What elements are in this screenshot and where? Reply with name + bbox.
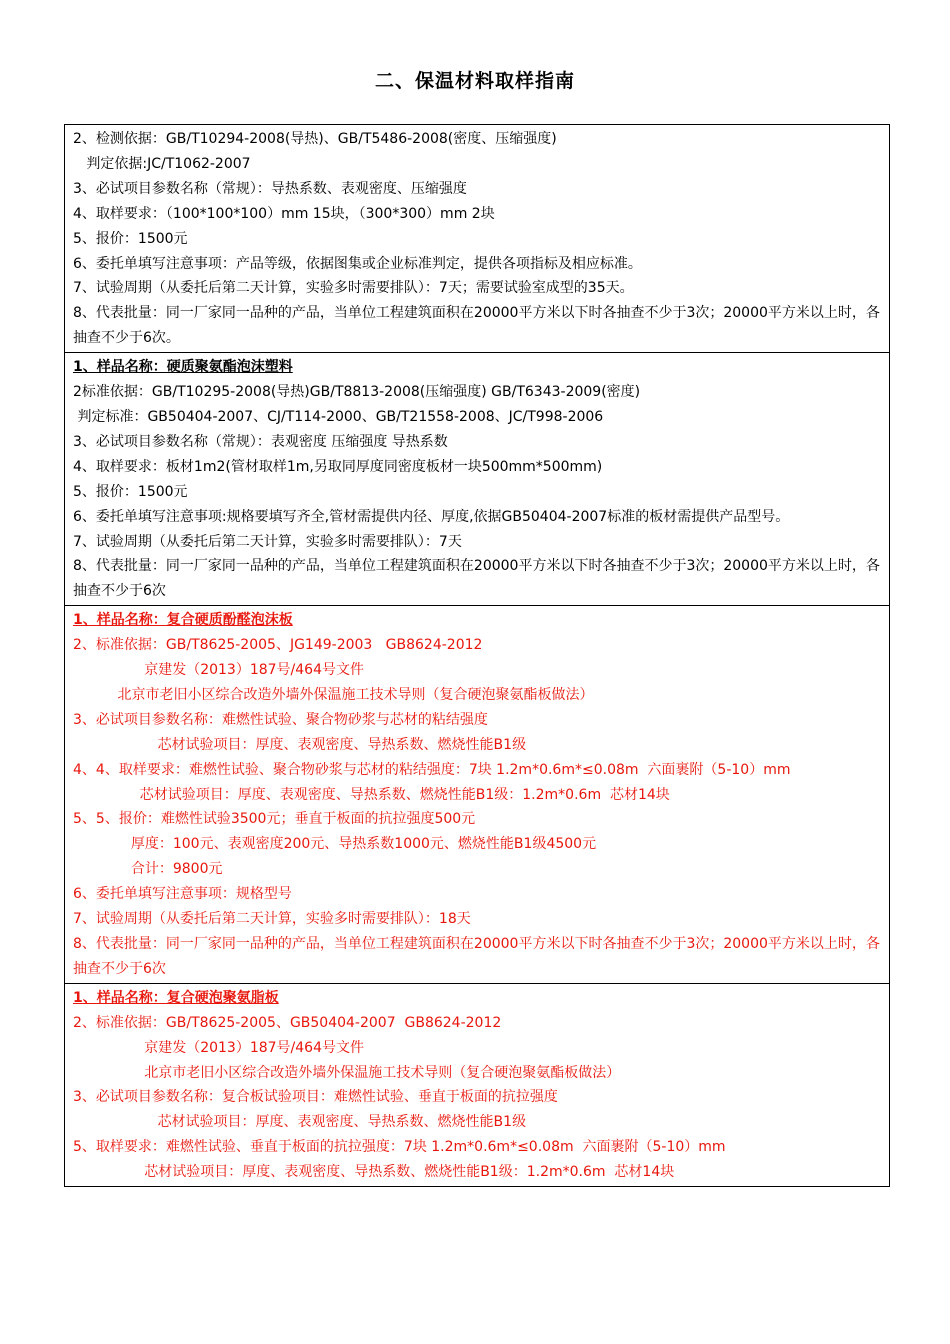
section-line: 3、必试项目参数名称（常规）：导热系数、表观密度、压缩强度	[73, 180, 467, 197]
section-line: 北京市老旧小区综合改造外墙外保温施工技术导则（复合硬泡聚氨酯板做法）	[73, 686, 594, 703]
section-line: 7、试验周期（从委托后第二天计算，实验多时需要排队）：7天	[73, 533, 462, 550]
section-line: 3、必试项目参数名称：难燃性试验、聚合物砂浆与芯材的粘结强度	[73, 711, 488, 728]
section-line: 5、取样要求：难燃性试验、垂直于板面的抗拉强度：7块 1.2m*0.6m*≤0.08m 六面裹附（5-10）mm	[73, 1139, 726, 1156]
section-line: 北京市老旧小区综合改造外墙外保温施工技术导则（复合硬泡聚氨酯板做法）	[73, 1064, 621, 1081]
section-line: 7、试验周期（从委托后第二天计算，实验多时需要排队）：7天；需要试验室成型的35天。	[73, 280, 634, 297]
section-line: 7、试验周期（从委托后第二天计算，实验多时需要排队）：18天	[73, 911, 471, 928]
section-phenolic-foam-board	[65, 606, 890, 984]
section-line: 6、委托单填写注意事项:规格要填写齐全,管材需提供内径、厚度,依据GB50404-2007标准的板材需提供产品型号。	[73, 508, 790, 525]
section-line: 厚度：100元、表观密度200元、导热系数1000元、燃烧性能B1级4500元	[73, 836, 597, 853]
sampling-guide-table	[64, 124, 890, 1187]
section-line: 芯材试验项目：厚度、表观密度、导热系数、燃烧性能B1级：1.2m*0.6m 芯材14块	[73, 786, 670, 803]
section-line: 5、报价：1500元	[73, 483, 188, 500]
section-line: 8、代表批量：同一厂家同一品种的产品，当单位工程建筑面积在20000平方米以下时各抽查不少于3次；20000平方米以上时，各抽查不少于6次	[73, 558, 880, 600]
section-line: 京建发（2013）187号/464号文件	[73, 662, 364, 679]
section-general-insulation	[65, 125, 890, 353]
section-line: 3、必试项目参数名称：复合板试验项目：难燃性试验、垂直于板面的抗拉强度	[73, 1089, 558, 1106]
section-line: 5、报价：1500元	[73, 230, 188, 247]
section-line: 芯材试验项目：厚度、表观密度、导热系数、燃烧性能B1级	[73, 736, 527, 753]
section-line: 2标准依据：GB/T10295-2008(导热)GB/T8813-2008(压缩强度) GB/T6343-2009(密度)	[73, 384, 641, 401]
section-line: 京建发（2013）187号/464号文件	[73, 1039, 364, 1056]
section-line: 6、委托单填写注意事项：规格型号	[73, 886, 292, 903]
section-line: 判定标准：GB50404-2007、CJ/T114-2000、GB/T21558-2008、JC/T998-2006	[73, 408, 604, 425]
section-line: 8、代表批量：同一厂家同一品种的产品，当单位工程建筑面积在20000平方米以下时各抽查不少于3次；20000平方米以上时，各抽查不少于6次。	[73, 305, 880, 347]
section-line: 4、取样要求：（100*100*100）mm 15块，（300*300）mm 2块	[73, 205, 495, 222]
section-line: 芯材试验项目：厚度、表观密度、导热系数、燃烧性能B1级	[73, 1114, 527, 1131]
section-heading: 1、样品名称：硬质聚氨酯泡沫塑料	[73, 359, 293, 376]
section-line: 2、标准依据：GB/T8625-2005、GB50404-2007 GB8624-2012	[73, 1014, 502, 1031]
section-line: 4、取样要求：板材1m2(管材取样1m,另取同厚度同密度板材一块500mm*500mm)	[73, 458, 603, 475]
section-rigid-pu-foam	[65, 353, 890, 606]
section-line: 8、代表批量：同一厂家同一品种的产品，当单位工程建筑面积在20000平方米以下时各抽查不少于3次；20000平方米以上时，各抽查不少于6次	[73, 936, 880, 977]
section-line: 判定依据:JC/T1062-2007	[73, 155, 251, 172]
section-line: 2、标准依据：GB/T8625-2005、JG149-2003 GB8624-2012	[73, 637, 483, 654]
page-title: 二、保温材料取样指南	[374, 70, 575, 92]
table-row	[65, 606, 890, 984]
section-heading: 1、样品名称：复合硬泡聚氨脂板	[73, 989, 279, 1006]
section-line: 3、必试项目参数名称（常规）：表观密度 压缩强度 导热系数	[73, 433, 448, 450]
section-heading: 1、样品名称：复合硬质酚醛泡沫板	[73, 612, 293, 629]
section-line: 5、5、报价：难燃性试验3500元；垂直于板面的抗拉强度500元	[73, 811, 476, 828]
section-line: 2、检测依据：GB/T10294-2008(导热)、GB/T5486-2008(密度、压缩强度)	[73, 131, 557, 147]
section-line: 6、委托单填写注意事项：产品等级，依据图集或企业标准判定，提供各项指标及相应标准。	[73, 255, 642, 272]
table-row	[65, 983, 890, 1186]
section-line: 4、4、取样要求：难燃性试验、聚合物砂浆与芯材的粘结强度：7块 1.2m*0.6m*≤0.08m 六面裹附（5-10）mm	[73, 761, 791, 778]
table-row	[65, 125, 890, 353]
section-line: 合计：9800元	[73, 861, 223, 878]
table-row	[65, 353, 890, 606]
section-composite-pu-board	[65, 983, 890, 1186]
section-line: 芯材试验项目：厚度、表观密度、导热系数、燃烧性能B1级：1.2m*0.6m 芯材14块	[73, 1164, 675, 1181]
